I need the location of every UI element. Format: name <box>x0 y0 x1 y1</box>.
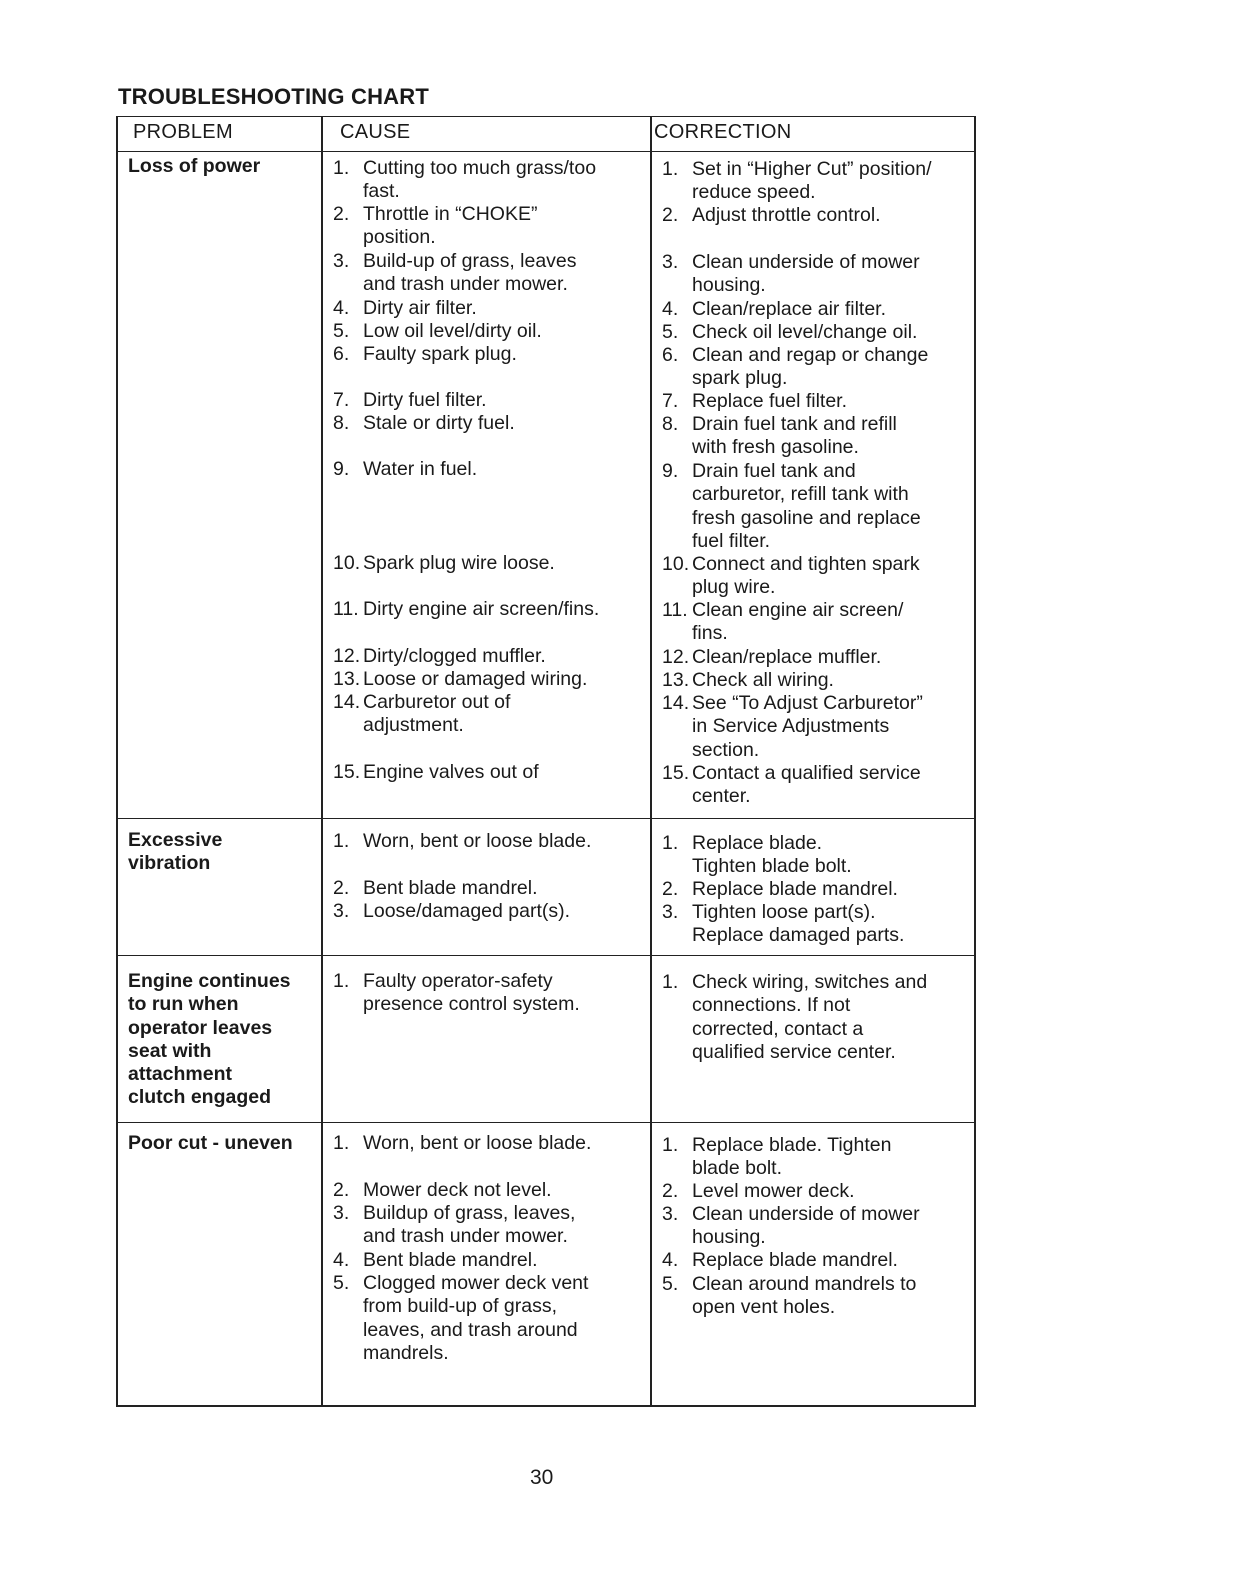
correction-number: 1. <box>662 971 679 993</box>
correction-number: 4. <box>662 298 679 320</box>
cause-text: Faulty spark plug. <box>363 343 517 365</box>
correction-number: 2. <box>662 878 679 900</box>
cause-text: Cutting too much grass/too fast. <box>363 157 597 203</box>
cause-number: 3. <box>333 1202 350 1224</box>
correction-text: Level mower deck. <box>692 1180 855 1202</box>
correction-item <box>662 669 834 692</box>
cause-number: 1. <box>333 157 350 179</box>
cause-text: Spark plug wire loose. <box>363 552 555 574</box>
cause-item <box>333 297 477 320</box>
cause-text: Bent blade mandrel. <box>363 1249 538 1271</box>
correction-text: Adjust throttle control. <box>692 204 881 226</box>
correction-item <box>662 1273 916 1320</box>
cause-text: Dirty air filter. <box>363 297 477 319</box>
correction-text: Contact a qualified service center. <box>692 762 921 808</box>
row-divider <box>118 818 974 819</box>
row-divider <box>118 955 974 956</box>
cause-item <box>333 552 555 575</box>
correction-text: Replace blade mandrel. <box>692 878 898 900</box>
correction-text: Clean around mandrels to open vent holes. <box>692 1273 917 1319</box>
correction-number: 10. <box>662 553 690 575</box>
correction-text: Check all wiring. <box>692 669 834 691</box>
correction-text: Replace blade. Tighten blade bolt. <box>692 832 852 878</box>
correction-number: 11. <box>662 599 688 621</box>
correction-item <box>662 878 898 901</box>
correction-item <box>662 646 881 669</box>
cause-number: 11. <box>333 598 359 620</box>
header-problem: PROBLEM <box>133 121 233 143</box>
cause-item <box>333 343 517 366</box>
correction-item <box>662 413 897 460</box>
correction-number: 1. <box>662 1134 679 1156</box>
cause-text: Worn, bent or loose blade. <box>363 1132 592 1154</box>
correction-number: 14. <box>662 692 690 714</box>
cause-item <box>333 157 596 204</box>
cause-number: 10. <box>333 552 361 574</box>
correction-item <box>662 460 921 553</box>
cause-number: 2. <box>333 203 350 225</box>
cause-item <box>333 412 515 435</box>
cause-item <box>333 203 537 250</box>
cause-number: 1. <box>333 1132 350 1154</box>
correction-item <box>662 762 921 809</box>
correction-text: Clean and regap or change spark plug. <box>692 344 929 390</box>
cause-item <box>333 691 510 738</box>
correction-number: 15. <box>662 762 690 784</box>
cause-text: Loose or damaged wiring. <box>363 668 588 690</box>
cause-text: Loose/damaged part(s). <box>363 900 571 922</box>
correction-item <box>662 553 920 600</box>
problem-cell: Loss of power <box>128 155 261 177</box>
correction-text: Tighten loose part(s). Replace damaged parts. <box>692 901 905 947</box>
correction-item <box>662 1134 891 1181</box>
cause-item <box>333 320 542 343</box>
cause-text: Dirty/clogged muffler. <box>363 645 546 667</box>
correction-text: Clean underside of mower housing. <box>692 1203 920 1249</box>
correction-item <box>662 158 932 205</box>
cause-text: Engine valves out of <box>363 761 539 783</box>
cause-item <box>333 830 591 853</box>
correction-number: 3. <box>662 1203 679 1225</box>
correction-number: 2. <box>662 1180 679 1202</box>
cause-item <box>333 877 538 900</box>
correction-number: 3. <box>662 251 679 273</box>
cause-number: 9. <box>333 458 350 480</box>
cause-number: 2. <box>333 877 350 899</box>
correction-number: 9. <box>662 460 679 482</box>
cause-text: Buildup of grass, leaves, and trash under mower. <box>363 1202 576 1248</box>
cause-number: 4. <box>333 1249 350 1271</box>
correction-text: Clean engine air screen/ fins. <box>692 599 904 645</box>
cause-item <box>333 1272 588 1365</box>
cause-text: Dirty fuel filter. <box>363 389 487 411</box>
correction-item <box>662 971 927 1064</box>
cause-text: Bent blade mandrel. <box>363 877 538 899</box>
correction-item <box>662 390 847 413</box>
correction-item <box>662 321 917 344</box>
cause-item <box>333 970 580 1017</box>
problem-cell: Excessive vibration <box>128 829 223 875</box>
cause-text: Low oil level/dirty oil. <box>363 320 542 342</box>
correction-item <box>662 599 903 646</box>
cause-item <box>333 250 577 297</box>
header-cause: CAUSE <box>340 121 411 143</box>
cause-text: Throttle in “CHOKE” position. <box>363 203 538 249</box>
cause-text: Water in fuel. <box>363 458 478 480</box>
cause-item <box>333 1132 591 1155</box>
correction-text: Clean/replace muffler. <box>692 646 882 668</box>
cause-number: 1. <box>333 830 350 852</box>
cause-item <box>333 761 539 784</box>
cause-number: 14. <box>333 691 361 713</box>
page-number: 30 <box>530 1466 554 1489</box>
cause-item <box>333 668 587 691</box>
cause-text: Stale or dirty fuel. <box>363 412 515 434</box>
correction-text: Drain fuel tank and refill with fresh gasoline. <box>692 413 897 459</box>
cause-number: 7. <box>333 389 350 411</box>
header-correction: CORRECTION <box>654 121 792 143</box>
cause-item <box>333 598 599 621</box>
cause-number: 12. <box>333 645 361 667</box>
correction-number: 13. <box>662 669 690 691</box>
cause-number: 15. <box>333 761 361 783</box>
correction-text: Set in “Higher Cut” position/ reduce speed. <box>692 158 932 204</box>
correction-text: See “To Adjust Carburetor” in Service Adjustments section. <box>692 692 923 761</box>
cause-number: 5. <box>333 320 350 342</box>
correction-item <box>662 832 852 879</box>
correction-number: 1. <box>662 832 679 854</box>
problem-cell: Engine continues to run when operator leaves seat with attachment clutch engaged <box>128 970 291 1109</box>
cause-number: 4. <box>333 297 350 319</box>
correction-text: Connect and tighten spark plug wire. <box>692 553 920 599</box>
correction-item <box>662 251 920 298</box>
correction-text: Replace fuel filter. <box>692 390 848 412</box>
cause-text: Faulty operator-safety presence control system. <box>363 970 580 1016</box>
correction-text: Replace blade. Tighten blade bolt. <box>692 1134 892 1180</box>
cause-number: 3. <box>333 250 350 272</box>
cause-number: 2. <box>333 1179 350 1201</box>
correction-number: 5. <box>662 1273 679 1295</box>
cause-item <box>333 1249 538 1272</box>
correction-item <box>662 1180 855 1203</box>
cause-text: Dirty engine air screen/fins. <box>363 598 600 620</box>
correction-item <box>662 692 923 762</box>
cause-item <box>333 900 570 923</box>
correction-item <box>662 298 886 321</box>
column-divider <box>650 117 652 1405</box>
correction-number: 2. <box>662 204 679 226</box>
cause-number: 13. <box>333 668 361 690</box>
correction-text: Drain fuel tank and carburetor, refill tank with fresh gasoline and replace fuel filter. <box>692 460 921 552</box>
correction-text: Check oil level/change oil. <box>692 321 918 343</box>
correction-number: 8. <box>662 413 679 435</box>
correction-number: 12. <box>662 646 690 668</box>
correction-number: 6. <box>662 344 679 366</box>
cause-number: 5. <box>333 1272 350 1294</box>
problem-cell: Poor cut - uneven <box>128 1132 293 1154</box>
correction-number: 5. <box>662 321 679 343</box>
cause-number: 3. <box>333 900 350 922</box>
cause-item <box>333 1202 575 1249</box>
cause-text: Carburetor out of adjustment. <box>363 691 511 737</box>
cause-text: Mower deck not level. <box>363 1179 552 1201</box>
correction-text: Clean underside of mower housing. <box>692 251 920 297</box>
correction-number: 4. <box>662 1249 679 1271</box>
cause-number: 6. <box>333 343 350 365</box>
correction-text: Clean/replace air filter. <box>692 298 887 320</box>
cause-text: Worn, bent or loose blade. <box>363 830 592 852</box>
cause-item <box>333 389 487 412</box>
correction-item <box>662 1203 920 1250</box>
correction-item <box>662 1249 898 1272</box>
correction-text: Replace blade mandrel. <box>692 1249 898 1271</box>
column-divider <box>321 117 323 1405</box>
correction-item <box>662 204 881 227</box>
cause-item <box>333 458 477 481</box>
chart-title: TROUBLESHOOTING CHART <box>118 84 429 109</box>
header-divider <box>118 151 974 152</box>
cause-text: Clogged mower deck vent from build-up of grass, leaves, and trash around mandrels. <box>363 1272 589 1364</box>
correction-item <box>662 901 904 948</box>
correction-number: 7. <box>662 390 679 412</box>
correction-text: Check wiring, switches and connections. If not corrected, contact a qualified service center. <box>692 971 928 1063</box>
correction-number: 3. <box>662 901 679 923</box>
correction-number: 1. <box>662 158 679 180</box>
cause-text: Build-up of grass, leaves and trash under mower. <box>363 250 577 296</box>
cause-item <box>333 1179 552 1202</box>
cause-number: 8. <box>333 412 350 434</box>
cause-number: 1. <box>333 970 350 992</box>
row-divider <box>118 1122 974 1123</box>
cause-item <box>333 645 546 668</box>
correction-item <box>662 344 928 391</box>
